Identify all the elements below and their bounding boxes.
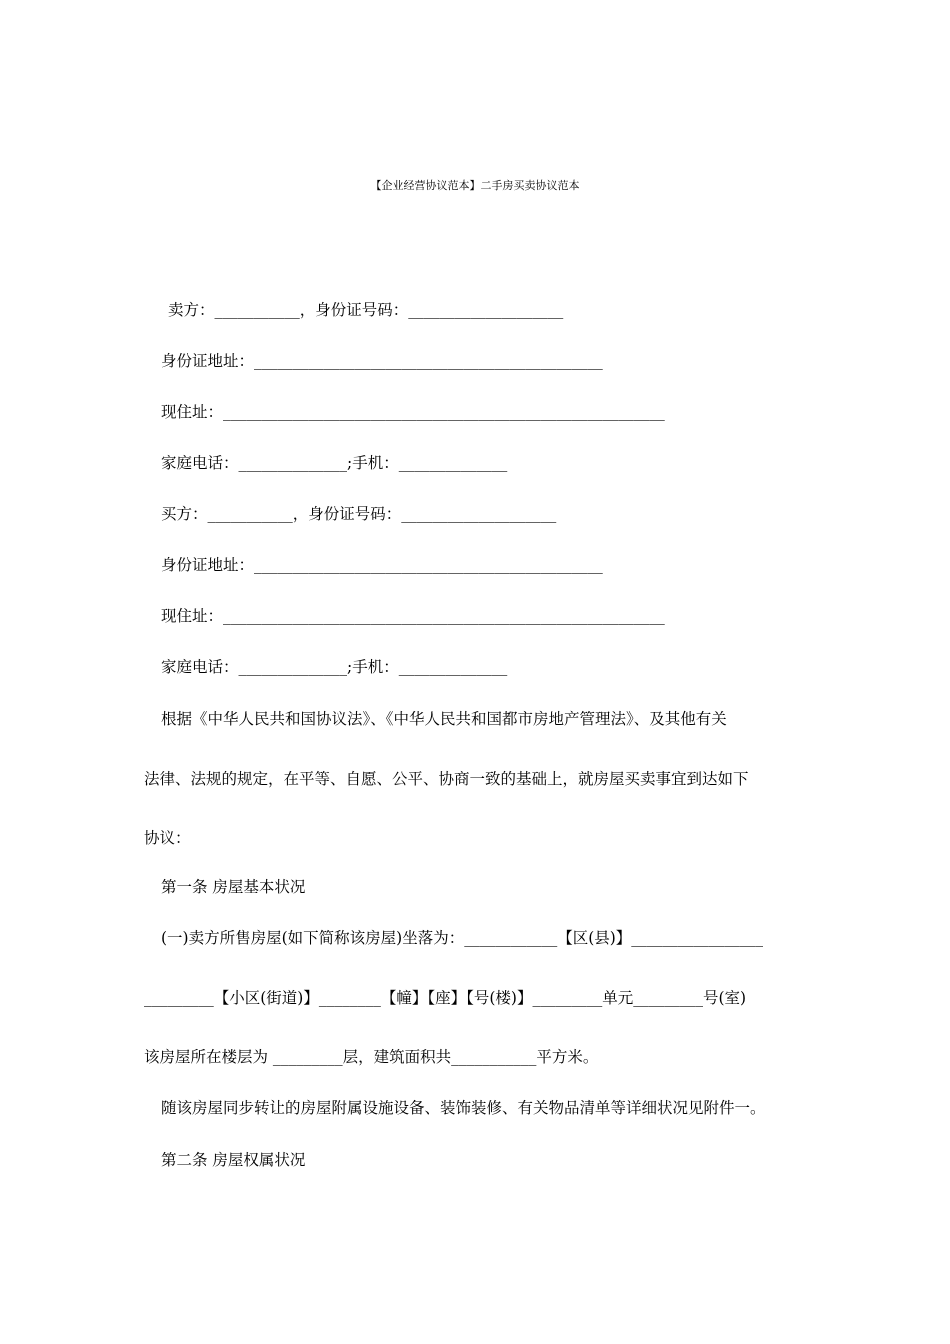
attachment-note: 随该房屋同步转让的房屋附属设施设备、装饰装修、有关物品清单等详细状况见附件一。	[161, 1099, 766, 1117]
preamble-line-2: 法律、法规的规定，在平等、自愿、公平、协商一致的基础上，就房屋买卖事宜到达如下	[144, 770, 749, 788]
article-2-heading: 第二条 房屋权属状况	[161, 1151, 306, 1169]
article-1-clause-1-line-3: 该房屋所在楼层为 _________层，建筑面积共___________平方米。	[144, 1048, 599, 1066]
seller-phone-line: 家庭电话：______________;手机：______________	[161, 454, 508, 472]
buyer-id-address-line: 身份证地址：_____________________________________________	[161, 556, 603, 574]
buyer-phone-line: 家庭电话：______________;手机：______________	[161, 658, 508, 676]
buyer-current-address-line: 现住址：_________________________________________________________	[161, 607, 665, 625]
buyer-line: 买方：___________，身份证号码：____________________	[161, 505, 557, 523]
article-1-clause-1-line-1: (一)卖方所售房屋(如下简称该房屋)坐落为：____________【区(县)】_________________	[161, 929, 764, 947]
article-1-clause-1-line-2: _________【小区(街道)】________【幢】【座】【号(楼)】_________单元_________号(室)	[144, 989, 747, 1007]
preamble-line-1: 根据《中华人民共和国协议法》、《中华人民共和国都市房地产管理法》、及其他有关	[161, 710, 727, 728]
seller-line: 卖方：___________，身份证号码：____________________	[168, 301, 564, 319]
document-title: 【企业经营协议范本】二手房买卖协议范本	[370, 179, 580, 192]
seller-id-address-line: 身份证地址：_____________________________________________	[161, 352, 603, 370]
article-1-heading: 第一条 房屋基本状况	[161, 878, 306, 896]
preamble-line-3: 协议：	[144, 829, 191, 847]
seller-current-address-line: 现住址：_________________________________________________________	[161, 403, 665, 421]
